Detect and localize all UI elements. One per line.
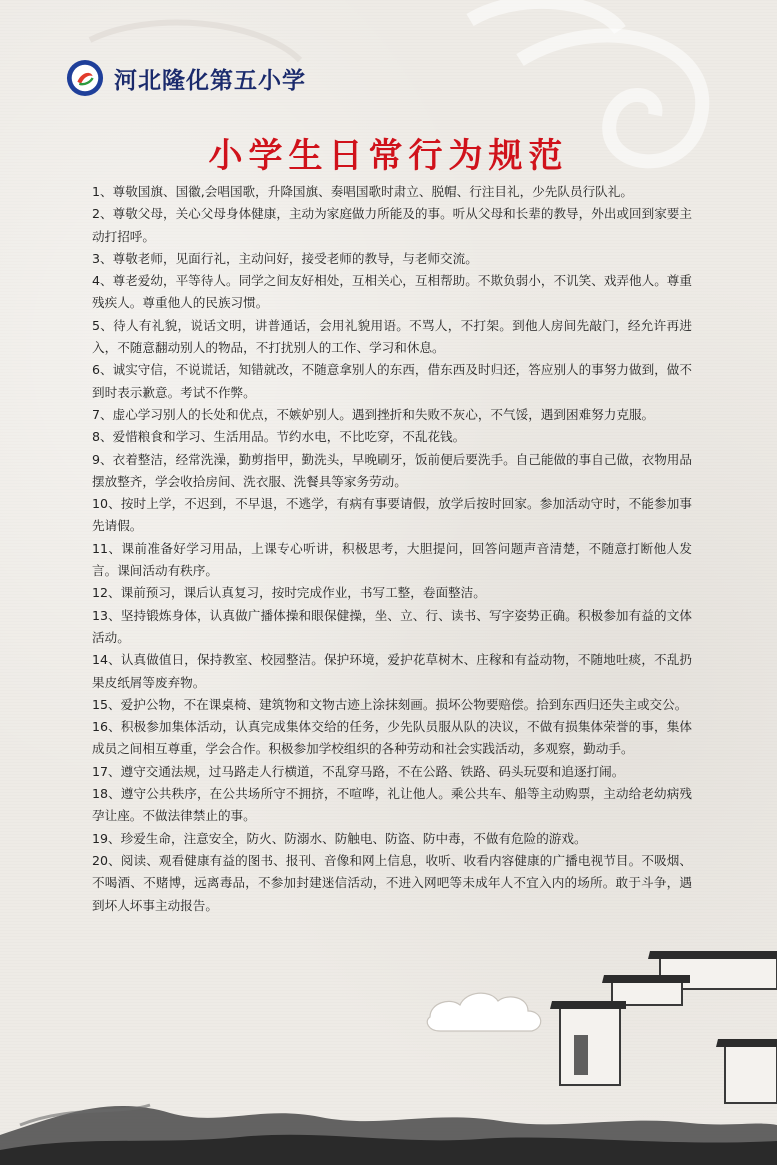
rule-item: 3、尊敬老师，见面行礼，主动问好，接受老师的教导，与老师交流。 [92,250,478,266]
rule-item: 1、尊敬国旗、国徽,会唱国歌，升降国旗、奏唱国歌时肃立、脱帽、行注目礼，少先队员行队礼。 [92,184,633,199]
rule-item: 2、尊敬父母，关心父母身体健康，主动为家庭做力所能及的事。听从父母和长辈的教导，外出或回到家要主动打招呼。 [92,206,692,244]
rules-list [92,181,692,917]
rule-item: 18、遵守公共秩序，在公共场所守不拥挤，不喧哗，礼让他人。乘公共车、船等主动购票，主动给老幼病残孕让座。不做法律禁止的事。 [92,786,692,824]
cloud-icon [427,993,540,1031]
rule-item: 15、爱护公物，不在课桌椅、建筑物和文物古迹上涂抹刻画。损坏公物要赔偿。拾到东西归还失主或交公。 [92,696,688,712]
rule-item: 8、爱惜粮食和学习、生活用品。节约水电，不比吃穿，不乱花钱。 [92,429,466,445]
page-title: 小学生日常行为规范 [208,136,569,176]
school-name: 河北隆化第五小学 [114,67,306,94]
rule-item: 9、衣着整洁，经常洗澡，勤剪指甲，勤洗头，早晚刷牙，饭前便后要洗手。自己能做的事自己做，衣物用品摆放整齐，学会收拾房间、洗衣服、洗餐具等家务劳动。 [92,451,692,489]
school-header [66,58,306,98]
rule-item: 5、待人有礼貌，说话文明，讲普通话，会用礼貌用语。不骂人，不打架。到他人房间先敲门，经允许再进入，不随意翻动别人的物品，不打扰别人的工作、学习和休息。 [92,317,692,356]
rule-item: 11、课前准备好学习用品，上课专心听讲，积极思考，大胆提问，回答问题声音清楚，不随意打断他人发言。课间活动有秩序。 [92,540,692,579]
rule-item: 6、诚实守信，不说谎话，知错就改，不随意拿别人的东西，借东西及时归还，答应别人的事努力做到，做不到时表示歉意。考试不作弊。 [92,362,692,400]
rule-item: 4、尊老爱幼，平等待人。同学之间友好相处，互相关心，互相帮助。不欺负弱小，不讥笑、戏弄他人。尊重残疾人。尊重他人的民族习惯。 [92,273,692,311]
rule-item: 12、课前预习，课后认真复习，按时完成作业，书写工整，卷面整洁。 [92,585,486,601]
rule-item: 7、虚心学习别人的长处和优点，不嫉妒别人。遇到挫折和失败不灰心，不气馁，遇到困难努力克服。 [92,406,655,422]
rule-item: 19、珍爱生命，注意安全，防火、防溺水、防触电、防盗、防中毒，不做有危险的游戏。 [92,830,587,846]
rule-item: 13、坚持锻炼身体，认真做广播体操和眼保健操，坐、立、行、读书、写字姿势正确。积极参加有益的文体活动。 [92,607,692,645]
rule-item: 14、认真做值日，保持教室、校园整洁。保护环境，爱护花草树木、庄稼和有益动物，不随地吐痰，不乱扔果皮纸屑等废弃物。 [92,652,692,690]
rule-item: 10、按时上学，不迟到，不早退，不逃学，有病有事要请假，放学后按时回家。参加活动守时，不能参加事先请假。 [92,496,692,534]
school-emblem-icon [66,59,104,97]
rule-item: 16、积极参加集体活动，认真完成集体交给的任务，少先队员服从队的决议，不做有损集体荣誉的事，集体成员之间相互尊重，学会合作。积极参加学校组织的各种劳动和社会实践活动，多观察，勤动手。 [92,719,692,757]
ink-landscape-decoration [0,945,777,1165]
rule-item: 17、遵守交通法规，过马路走人行横道，不乱穿马路，不在公路、铁路、码头玩耍和追逐打闹。 [92,763,625,779]
rule-item: 20、阅读、观看健康有益的图书、报刊、音像和网上信息，收听、收看内容健康的广播电视节目。不吸烟、不喝酒、不赌博，远离毒品，不参加封建迷信活动，不进入网吧等未成年人不宜入内的场所。敢于斗争，遇到坏人坏事主动报告。 [92,852,692,913]
